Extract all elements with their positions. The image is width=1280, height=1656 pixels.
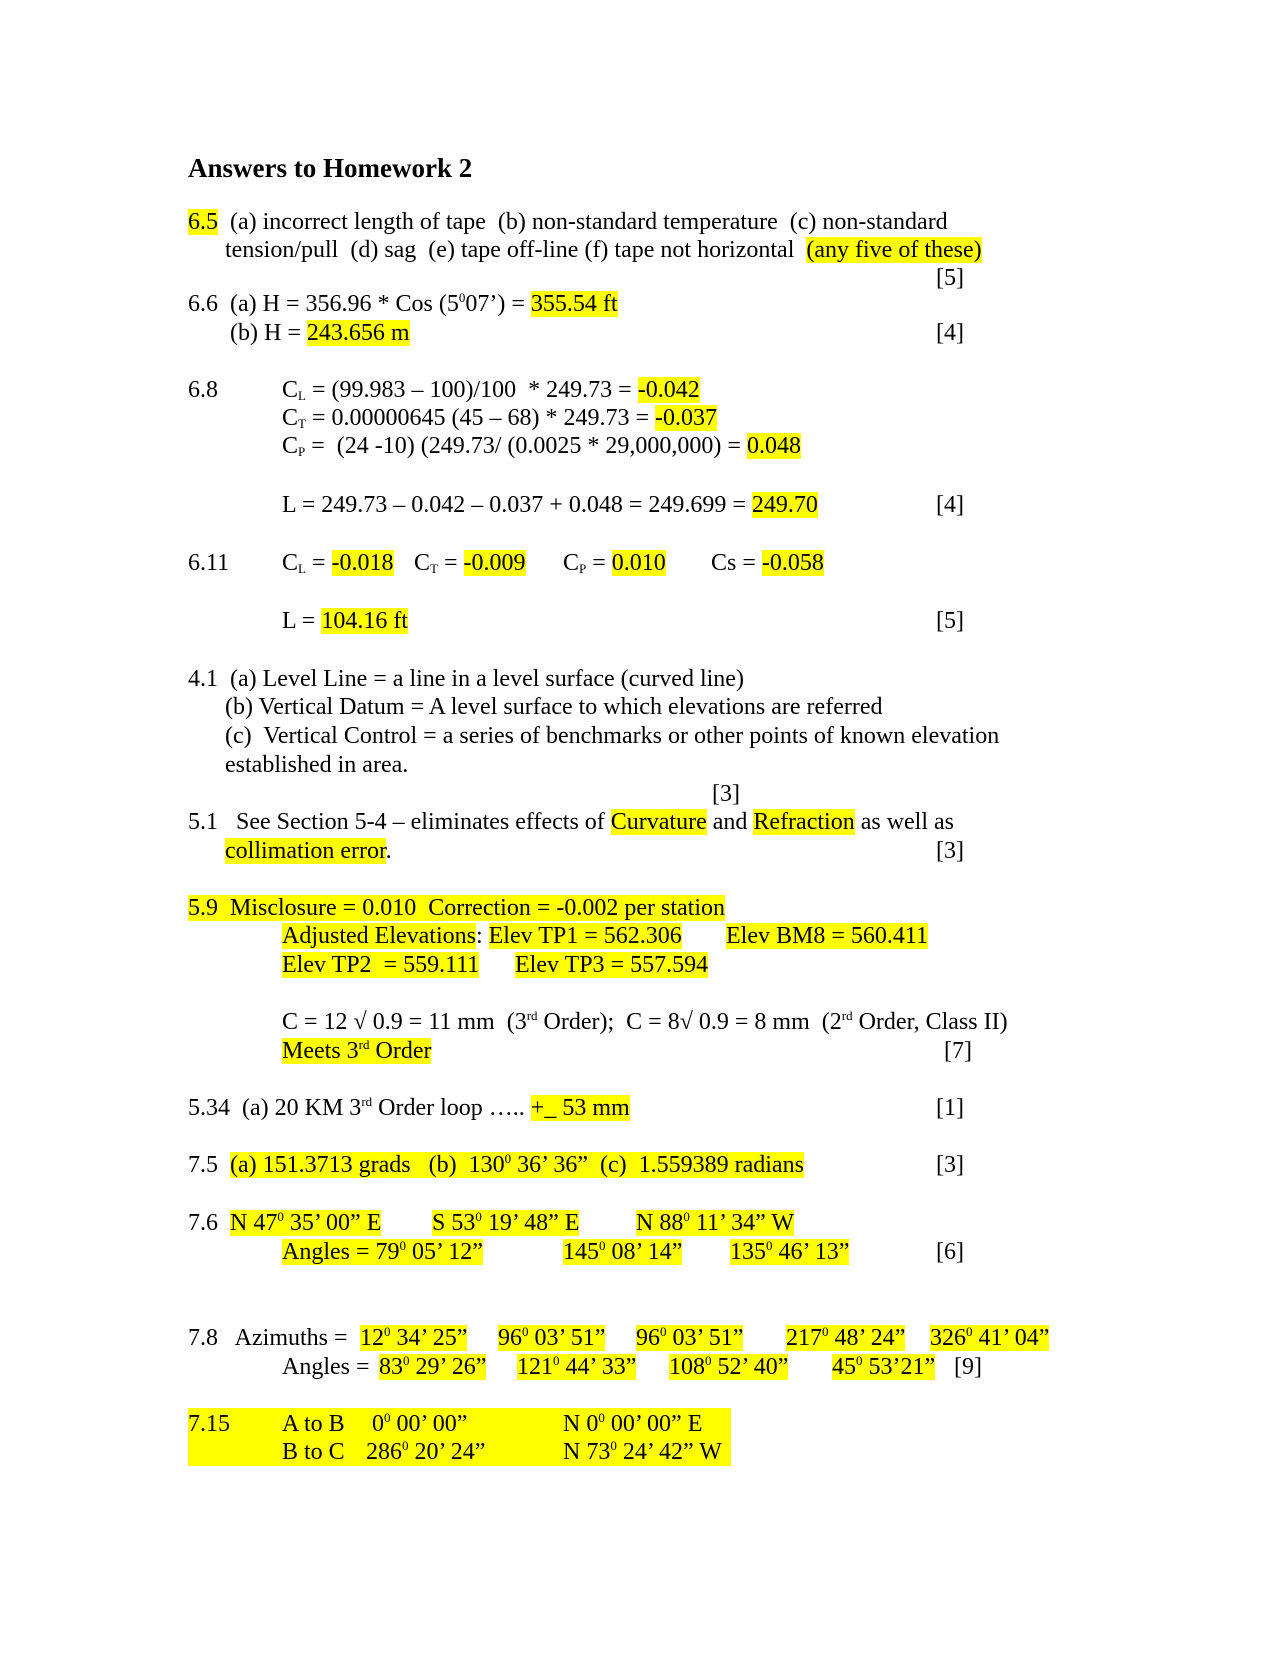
q5-9-tp3: Elev TP3 = 557.594 bbox=[515, 952, 709, 978]
q7-5-mark: [3] bbox=[936, 1152, 964, 1178]
q5-9-line2: Adjusted Elevations: Elev TP1 = 562.306 bbox=[282, 923, 682, 949]
q7-8-azimuth5: $326^0$ 41’ 04” bbox=[930, 1324, 1050, 1351]
q7-8-angle-label: Angles = bbox=[282, 1354, 376, 1380]
q4-1-line4: established in area. bbox=[225, 752, 409, 778]
q6-8-length: L = 249.73 – 0.042 – 0.037 + 0.048 = 249.699 = 249.70 bbox=[282, 492, 818, 518]
q6-11-mark: [5] bbox=[936, 608, 964, 634]
q5-9-line1: 5.9 Misclosure = 0.010 Correction = -0.002 per station bbox=[188, 895, 725, 921]
q7-8-azimuth-label: 7.8 Azimuths = bbox=[188, 1325, 354, 1351]
q5-1-mark: [3] bbox=[936, 838, 964, 864]
q7-6-bearing3: N $88^0$ 11’ 34” W bbox=[636, 1209, 795, 1236]
q7-15-row1-bearing: N $0^0$ 00’ 00” E bbox=[563, 1410, 703, 1437]
q5-9-formula: C = 12 √ 0.9 = 11 mm (3rd Order); C = 8√ 0.9 = 8 mm (2rd Order, Class II) bbox=[282, 1008, 1008, 1035]
q7-6-angle1: Angles = $79^0$ 05’ 12” bbox=[282, 1238, 483, 1265]
q6-5-line2: tension/pull (d) sag (e) tape off-line (f) tape not horizontal (any five of these) bbox=[225, 237, 982, 263]
q6-6-line-a: 6.6 (a) H = 356.96 * Cos $(5^007’) = 355.54$ ft bbox=[188, 290, 618, 317]
q7-8-azimuth3: $96^0$ 03’ 51” bbox=[636, 1324, 744, 1351]
q7-8-angle3: $108^0$ 52’ 40” bbox=[669, 1353, 789, 1380]
q6-6-line-b: (b) H = 243.656 m bbox=[230, 320, 410, 346]
q5-34-mark: [1] bbox=[936, 1095, 964, 1121]
q7-6-angle2: $145^0$ 08’ 14” bbox=[563, 1238, 683, 1265]
q7-15-row1-leg: A to B bbox=[282, 1411, 345, 1437]
q6-6-answer-a: 355.54 ft bbox=[530, 291, 618, 317]
q5-9-meets: Meets 3rd Order bbox=[282, 1037, 432, 1064]
q4-1-line1: 4.1 (a) Level Line = a line in a level surface (curved line) bbox=[188, 666, 744, 692]
q4-1-mark: [3] bbox=[712, 781, 740, 807]
q7-6-angle3: $135^0$ 46’ 13” bbox=[730, 1238, 850, 1265]
q6-5-answer: (any five of these) bbox=[806, 237, 982, 263]
q6-11-number: 6.11 bbox=[188, 550, 230, 576]
q4-1-line2: (b) Vertical Datum = A level surface to which elevations are referred bbox=[225, 694, 883, 720]
q6-5-mark: [5] bbox=[936, 265, 964, 291]
q6-8-cp: $C_P = (24$ -10) (249.73/ (0.0025 * 29,000,000) = 0.048 bbox=[282, 433, 801, 459]
q6-11-cl: $C_L = -0.018$ bbox=[282, 550, 394, 576]
q7-6-bearing2: S $53^0$ 19’ 48” E bbox=[432, 1209, 580, 1236]
q6-6-mark: [4] bbox=[936, 320, 964, 346]
q7-15-number: 7.15 bbox=[188, 1411, 230, 1437]
q6-8-mark: [4] bbox=[936, 492, 964, 518]
q7-15-row2-bearing: N $73^0$ 24’ 42” W bbox=[563, 1438, 722, 1465]
page-title: Answers to Homework 2 bbox=[188, 153, 473, 183]
q7-8-angle1: $83^0$ 29’ 26” bbox=[379, 1353, 487, 1380]
q5-34-line: 5.34 (a) 20 KM 3rd Order loop ….. +_ 53 mm bbox=[188, 1094, 630, 1121]
q6-11-ct: $C_T = -0.009$ bbox=[414, 550, 526, 576]
q4-1-line3: (c) Vertical Control = a series of benchmarks or other points of known elevation bbox=[225, 723, 1000, 749]
q5-9-bm8: Elev BM8 = 560.411 bbox=[726, 923, 928, 949]
q7-15-row2-leg: B to C bbox=[282, 1439, 345, 1465]
q7-8-angle4: $45^0$ 53’21” bbox=[832, 1353, 936, 1380]
q6-8-cl: $C_L = (99.983 - 100)/100 * 249.73 = -0.042$ bbox=[282, 377, 700, 403]
q7-8-azimuth2: $96^0$ 03’ 51” bbox=[498, 1324, 606, 1351]
q7-8-mark: [9] bbox=[954, 1354, 982, 1380]
q7-8-azimuth4: $217^0$ 48’ 24” bbox=[786, 1324, 906, 1351]
q6-5-number: 6.5 bbox=[188, 209, 218, 235]
q6-11-length: L = 104.16 ft bbox=[282, 608, 408, 634]
q7-6-bearing1: 7.6 N $47^0$ 35’ 00” E bbox=[188, 1209, 382, 1236]
q7-8-azimuth1: $12^0$ 34’ 25” bbox=[360, 1324, 468, 1351]
q7-6-mark: [6] bbox=[936, 1239, 964, 1265]
q5-1-line2: collimation error. bbox=[225, 838, 392, 864]
q5-9-tp2: Elev TP2 = 559.111 bbox=[282, 952, 480, 978]
q7-15-row1-azimuth: $0^0$ 00’ 00” bbox=[372, 1410, 468, 1437]
q5-9-mark: [7] bbox=[944, 1038, 972, 1064]
q6-11-cs: Cs = -0.058 bbox=[711, 550, 824, 576]
q7-15-row2-azimuth: $286^0$ 20’ 24” bbox=[366, 1438, 486, 1465]
q6-8-number: 6.8 bbox=[188, 377, 218, 403]
q6-6-answer-b: 243.656 m bbox=[306, 320, 410, 346]
q5-1-line1: 5.1 See Section 5-4 – eliminates effects of Curvature and Refraction as well as bbox=[188, 809, 955, 835]
q7-5-line: 7.5 (a) 151.3713 grads (b) $130^0$ 36’ 36” (c) 1.559389 radians bbox=[188, 1151, 804, 1178]
q6-5-line1: 6.5 (a) incorrect length of tape (b) non-standard temperature (c) non-standard bbox=[188, 209, 948, 235]
q7-8-angle2: $121^0$ 44’ 33” bbox=[517, 1353, 637, 1380]
q6-11-cp: $C_P = 0.010$ bbox=[563, 550, 666, 576]
q6-8-ct: $C_T = 0.00000645$ (45 – 68) * 249.73 = -0.037 bbox=[282, 405, 718, 431]
